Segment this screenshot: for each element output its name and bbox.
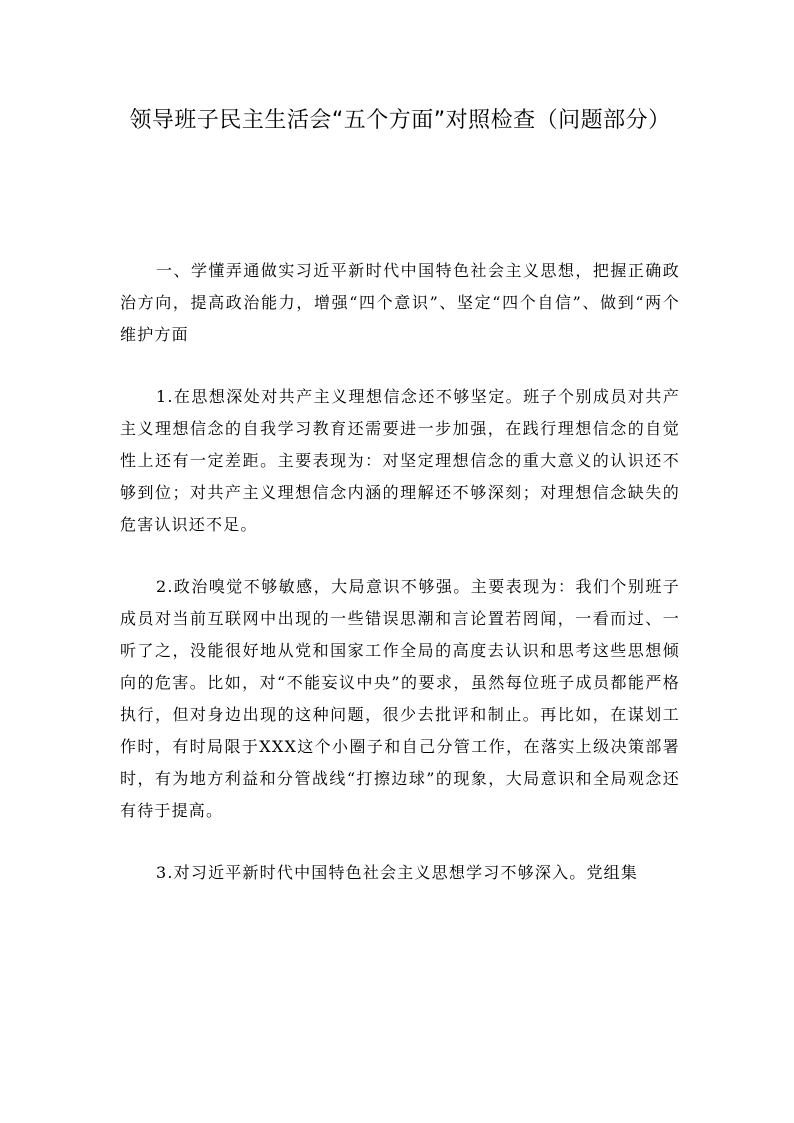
paragraph-item-2: 2.政治嗅觉不够敏感，大局意识不够强。主要表现为：我们个别班子成员对当前互联网中出现的一些错误思潮和言论置若罔闻，一看而过、一听了之，没能很好地从党和国家工作全局的高度去认识和思考这些思想倾向的危害。比如，对“不能妄议中央”的要求，虽然每位班子成员都能严格执行，但对身边出现的这种问题，很少去批评和制止。再比如，在谋划工作时，有时局限于XXX这个小圈子和自己分管工作，在落实上级决策部署时，有为地方利益和分管战线“打擦边球”的现象，大局意识和全局观念还有待于提高。 — [120, 577, 680, 820]
paragraph-item-3: 3.对习近平新时代中国特色社会主义思想学习不够深入。党组集 — [156, 863, 639, 882]
paragraph-item-1: 1.在思想深处对共产主义理想信念还不够坚定。班子个别成员对共产主义理想信念的自我学习教育还需要进一步加强，在践行理想信念的自觉性上还有一定差距。主要表现为：对坚定理想信念的重大意义的认识还不够到位；对共产主义理想信念内涵的理解还不够深刻；对理想信念缺失的危害认识还不足。 — [120, 387, 680, 534]
document-body — [120, 255, 680, 919]
paragraph-section-1: 一、学懂弄通做实习近平新时代中国特色社会主义思想，把握正确政治方向，提高政治能力，增强“四个意识”、坚定“四个自信”、做到“两个维护方面 — [120, 261, 680, 344]
document-title: 领导班子民主生活会“五个方面”对照检查（问题部分） — [129, 108, 671, 133]
